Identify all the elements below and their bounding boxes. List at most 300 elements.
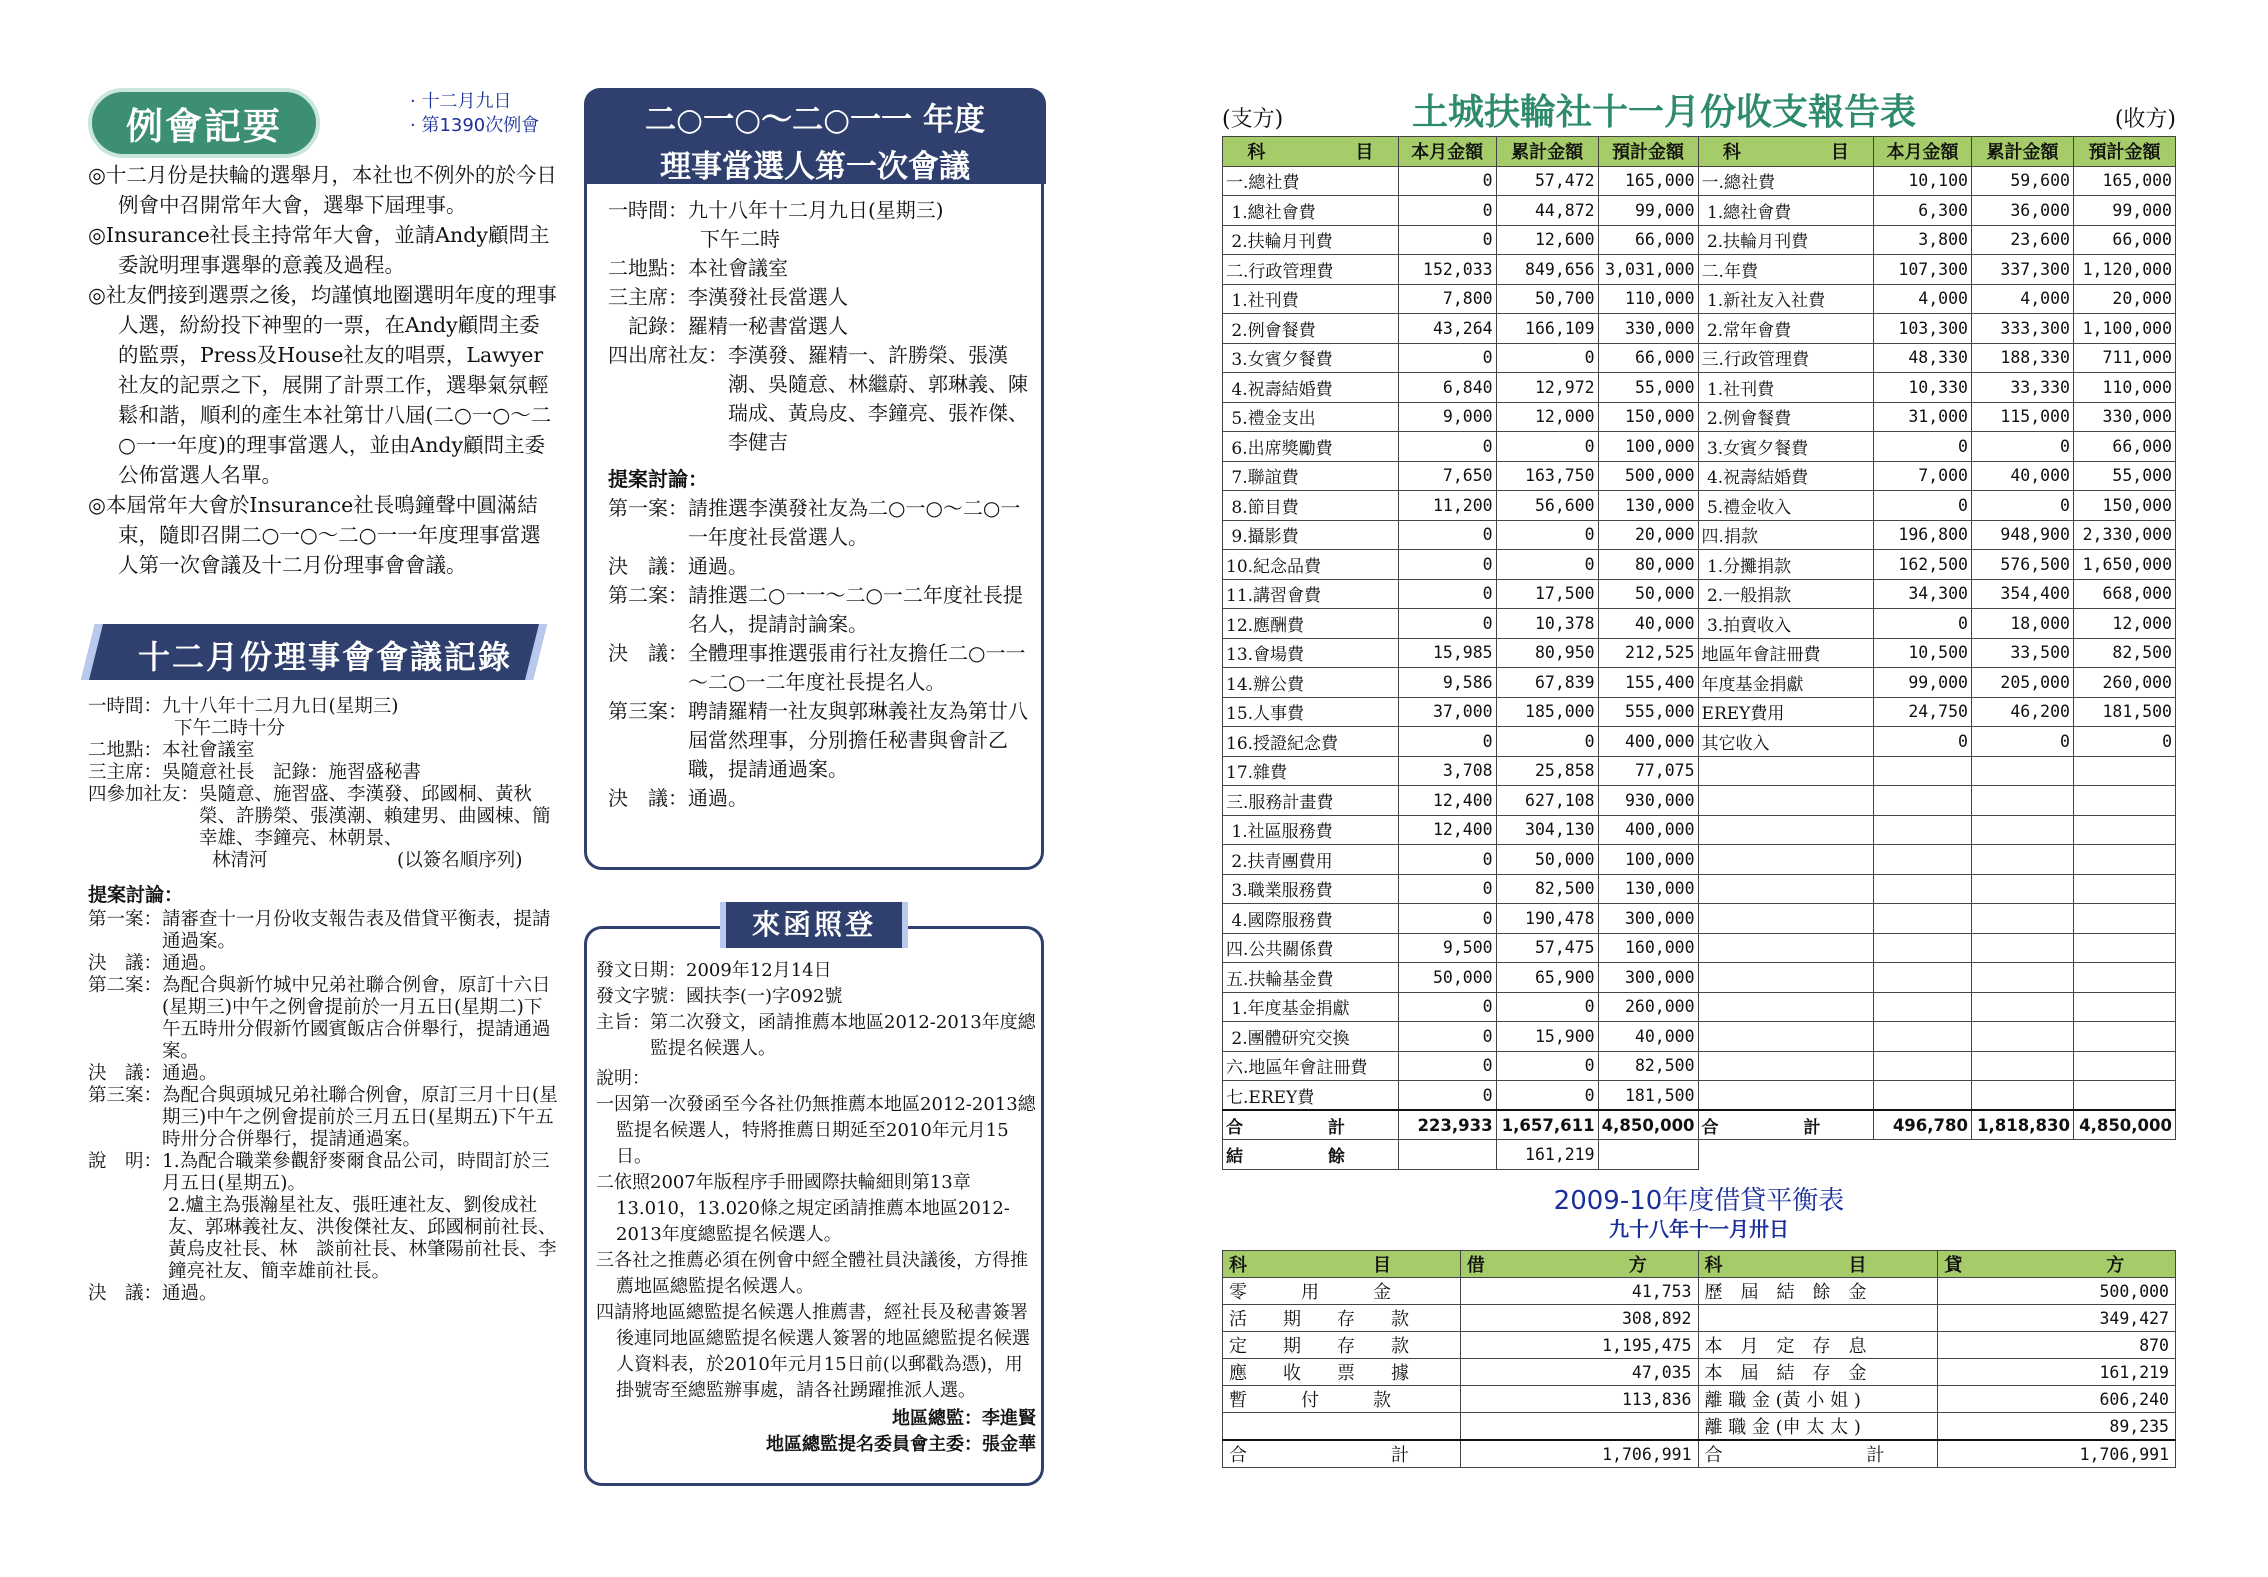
table-cell: 196,800 — [1874, 520, 1972, 550]
note-paragraph: ◎十二月份是扶輪的選舉月，本社也不例外的於今日例會中召開常年大會，選舉下屆理事。 — [88, 163, 557, 217]
table-cell: 166,109 — [1496, 314, 1598, 344]
table-cell: 103,300 — [1874, 314, 1972, 344]
table-cell: 330,000 — [1598, 314, 1698, 344]
table-cell: 304,130 — [1496, 815, 1598, 845]
row-value: 吳隨意、施習盛、李漢發、邱國桐、黃秋榮、許勝榮、張漢潮、賴建男、曲國棟、簡幸雄、李鐘亮、林朝景、 — [199, 784, 551, 849]
table-cell: 本 月 定 存 息 — [1698, 1332, 1938, 1359]
table-cell: 15.人事費 — [1223, 697, 1399, 727]
row-label: 決 議： — [88, 1063, 163, 1084]
table-row — [1223, 225, 2176, 255]
table-cell — [1698, 933, 1874, 963]
table-cell: 0 — [1496, 727, 1598, 757]
table-cell: 0 — [1496, 432, 1598, 462]
table-cell: 1,195,475 — [1460, 1332, 1698, 1359]
table-cell: 205,000 — [1971, 668, 2073, 698]
table-cell — [1698, 815, 1874, 845]
table-cell: 2.例會餐費 — [1223, 314, 1399, 344]
table-header-row — [1223, 1251, 2176, 1278]
report-title: 土城扶輪社十一月份收支報告表 — [1412, 92, 1917, 133]
row-value: 通過。 — [688, 554, 748, 578]
table-cell: 107,300 — [1874, 255, 1972, 285]
table-row — [1223, 697, 2176, 727]
table-cell: 合 計 — [1223, 1110, 1399, 1140]
letter-title: 來函照登 — [720, 902, 908, 948]
table-cell: 暫 付 款 — [1223, 1386, 1461, 1413]
table-row — [1223, 1359, 2176, 1386]
row-value: 九十八年十二月九日(星期三) — [162, 696, 399, 717]
table-cell: 17,500 — [1496, 579, 1598, 609]
table-cell: 10.紀念品費 — [1223, 550, 1399, 580]
table-row — [1223, 1413, 2176, 1441]
table-cell: 1,657,611 — [1496, 1110, 1598, 1140]
row-value: 請推選二○一一～二○一二年度社長提名人，提請討論案。 — [688, 583, 1023, 636]
table-cell: 9,500 — [1398, 933, 1496, 963]
proposal-heading: 提案討論： — [88, 884, 184, 906]
table-cell: 七.EREY費 — [1223, 1081, 1399, 1111]
table-cell: 115,000 — [1971, 402, 2073, 432]
expense-tag: (支方) — [1222, 107, 1284, 132]
table-cell: 0 — [1398, 166, 1496, 196]
row-label: 決 議： — [608, 641, 688, 665]
table-cell: 55,000 — [1598, 373, 1698, 403]
table-cell: 二.年費 — [1698, 255, 1874, 285]
table-cell: 212,525 — [1598, 638, 1698, 668]
table-cell: 離 職 金 (黃 小 姐 ) — [1698, 1386, 1938, 1413]
column-header: 貸 方 — [1938, 1251, 2176, 1278]
table-cell: 6,840 — [1398, 373, 1496, 403]
table-row — [1223, 1278, 2176, 1305]
table-row — [1223, 874, 2176, 904]
table-cell: 1.年度基金捐獻 — [1223, 992, 1399, 1022]
table-cell: 496,780 — [1874, 1110, 1972, 1140]
table-cell — [1874, 904, 1972, 934]
table-row — [1223, 491, 2176, 521]
row-label: 一時間： — [88, 696, 163, 717]
table-cell — [2073, 874, 2175, 904]
report-title-area — [1222, 84, 2176, 136]
table-cell — [1874, 1081, 1972, 1111]
meeting-notes-column — [88, 88, 558, 1305]
row-value: 請審查十一月份收支報告表及借貸平衡表，提請通過案。 — [162, 909, 551, 952]
row-value: 林清河 (以簽名順序列) — [212, 850, 523, 871]
table-cell: 四.公共關係費 — [1223, 933, 1399, 963]
table-cell: 7.聯誼費 — [1223, 461, 1399, 491]
table-cell: 711,000 — [2073, 343, 2175, 373]
table-cell: 10,378 — [1496, 609, 1598, 639]
table-cell: 66,000 — [1598, 225, 1698, 255]
income-expense-table — [1222, 136, 2176, 1170]
table-cell: 47,035 — [1460, 1359, 1698, 1386]
row-label: 決 議： — [88, 1283, 163, 1304]
row-value: 通過。 — [162, 1283, 218, 1304]
balance-title-area — [1222, 1186, 2176, 1242]
row-label: 第一案： — [608, 496, 688, 520]
table-cell — [1874, 756, 1972, 786]
table-cell: 66,000 — [2073, 432, 2175, 462]
table-cell: 五.扶輪基金費 — [1223, 963, 1399, 993]
table-row — [1223, 992, 2176, 1022]
table-cell: 0 — [1496, 520, 1598, 550]
table-row — [1223, 638, 2176, 668]
table-cell: 9.攝影費 — [1223, 520, 1399, 550]
table-cell: 308,892 — [1460, 1305, 1698, 1332]
table-cell: 本 屆 結 存 金 — [1698, 1359, 1938, 1386]
column-header: 預計金額 — [2073, 137, 2175, 167]
total-row — [1223, 1440, 2176, 1468]
table-row — [1223, 520, 2176, 550]
table-cell: 1.社區服務費 — [1223, 815, 1399, 845]
row-value: 聘請羅精一社友與郭琳義社友為第廿八屆當然理事，分別擔任秘書與會計乙職，提請通過案。 — [688, 699, 1028, 781]
table-cell: 0 — [2073, 727, 2175, 757]
row-value: 本社會議室 — [688, 256, 788, 280]
row-value: 全體理事推選張甫行社友擔任二○一一～二○一二年度社長提名人。 — [688, 641, 1026, 694]
table-cell: 349,427 — [1938, 1305, 2176, 1332]
table-cell: 0 — [1971, 727, 2073, 757]
table-cell: 4.國際服務費 — [1223, 904, 1399, 934]
row-label: 記錄： — [608, 314, 688, 338]
table-cell: 活 期 存 款 — [1223, 1305, 1461, 1332]
table-cell: 260,000 — [2073, 668, 2175, 698]
table-cell: 9,586 — [1398, 668, 1496, 698]
table-cell: 三.服務計畫費 — [1223, 786, 1399, 816]
signature-committee: 地區總監提名委員會主委：張金華 — [766, 1434, 1036, 1455]
row-label: 三主席： — [88, 762, 163, 783]
table-cell: 11,200 — [1398, 491, 1496, 521]
table-cell: 333,300 — [1971, 314, 2073, 344]
table-cell: 165,000 — [2073, 166, 2175, 196]
table-row — [1223, 166, 2176, 196]
table-cell: 181,500 — [1598, 1081, 1698, 1111]
table-cell — [1698, 963, 1874, 993]
table-row — [1223, 579, 2176, 609]
balance-title: 2009-10年度借貸平衡表 — [1553, 1186, 1845, 1216]
table-cell: 67,839 — [1496, 668, 1598, 698]
row-label: 第三案： — [88, 1085, 163, 1106]
table-cell: 80,950 — [1496, 638, 1598, 668]
table-cell — [1398, 1140, 1496, 1170]
table-cell — [2073, 992, 2175, 1022]
table-cell: 13.會場費 — [1223, 638, 1399, 668]
table-cell: 12,400 — [1398, 786, 1496, 816]
table-cell — [1874, 845, 1972, 875]
table-cell: 100,000 — [1598, 432, 1698, 462]
table-cell: 10,100 — [1874, 166, 1972, 196]
table-cell: 260,000 — [1598, 992, 1698, 1022]
table-cell: 161,219 — [1938, 1359, 2176, 1386]
table-cell: 5.禮金收入 — [1698, 491, 1874, 521]
table-cell: 3.職業服務費 — [1223, 874, 1399, 904]
note-paragraph: ◎Insurance社長主持常年大會，並請Andy顧問主委說明理事選舉的意義及過程。 — [88, 223, 550, 277]
table-cell: 6.出席獎勵費 — [1223, 432, 1399, 462]
table-cell: 0 — [1398, 343, 1496, 373]
table-cell: 110,000 — [1598, 284, 1698, 314]
table-cell: 44,872 — [1496, 196, 1598, 226]
table-cell: 3.女賓夕餐費 — [1223, 343, 1399, 373]
table-cell: 合 計 — [1698, 1440, 1938, 1468]
row-value: 本社會議室 — [162, 740, 255, 761]
meeting-number: · 第1390次例會 — [410, 115, 540, 136]
table-cell: 66,000 — [2073, 225, 2175, 255]
table-cell — [1874, 786, 1972, 816]
table-cell: 50,000 — [1496, 845, 1598, 875]
table-cell: 24,750 — [1874, 697, 1972, 727]
table-cell: 20,000 — [1598, 520, 1698, 550]
column-header: 累計金額 — [1971, 137, 2073, 167]
table-cell: 12,600 — [1496, 225, 1598, 255]
table-cell — [1698, 845, 1874, 875]
table-cell: 地區年會註冊費 — [1698, 638, 1874, 668]
table-cell: 11.講習會費 — [1223, 579, 1399, 609]
note-paragraph: ◎社友們接到選票之後，均謹慎地圈選明年度的理事人選，紛紛投下神聖的一票，在Andy顧問主委的監票，Press及House社友的唱票，Lawyer社友的記票之下，展開了計票工作，選舉氣氛輕鬆和諧，順利的產生本社第廿八屆(二○一○～二○一一年度)的理事當選人，並由Andy顧問主委公佈當選人名單。 — [88, 283, 557, 487]
table-cell: 948,900 — [1971, 520, 2073, 550]
table-cell: 300,000 — [1598, 904, 1698, 934]
table-cell — [2073, 756, 2175, 786]
table-cell: 17.雜費 — [1223, 756, 1399, 786]
table-cell: 113,836 — [1460, 1386, 1698, 1413]
table-row — [1223, 756, 2176, 786]
row-value: 九十八年十二月九日(星期三) — [688, 198, 944, 222]
row-label: 三主席： — [608, 285, 688, 309]
table-cell: 33,330 — [1971, 373, 2073, 403]
table-cell: 337,300 — [1971, 255, 2073, 285]
explain-label: 說明： — [596, 1068, 650, 1089]
table-cell: 四.捐款 — [1698, 520, 1874, 550]
row-value: 下午二時 — [700, 227, 780, 251]
letter-body — [596, 958, 1036, 1458]
table-cell: 0 — [1398, 904, 1496, 934]
table-row — [1223, 343, 2176, 373]
balance-sheet-table — [1222, 1250, 2176, 1468]
table-cell — [1874, 992, 1972, 1022]
total-row — [1223, 1110, 2176, 1140]
column-header: 預計金額 — [1598, 137, 1698, 167]
balance-date: 九十八年十一月卅日 — [1609, 1217, 1789, 1241]
table-cell: 合 計 — [1223, 1440, 1461, 1468]
row-value: 下午二時十分 — [174, 718, 286, 739]
row-label: 決 議： — [608, 786, 688, 810]
table-cell: 56,600 — [1496, 491, 1598, 521]
table-cell: 4.祝壽結婚費 — [1223, 373, 1399, 403]
row-value: 2009年12月14日 — [686, 960, 832, 981]
table-cell: 0 — [1398, 609, 1496, 639]
row-value: 李漢發社長當選人 — [688, 285, 848, 309]
table-cell: 50,700 — [1496, 284, 1598, 314]
table-cell: 9,000 — [1398, 402, 1496, 432]
table-cell: 82,500 — [1598, 1051, 1698, 1081]
table-cell: 一.總社費 — [1223, 166, 1399, 196]
row-label: 第二案： — [608, 583, 688, 607]
table-row — [1223, 815, 2176, 845]
table-cell — [1698, 1081, 1874, 1111]
row-value: 通過。 — [162, 1063, 218, 1084]
row-label: 決 議： — [88, 953, 163, 974]
table-row — [1223, 668, 2176, 698]
row-label: 二地點： — [608, 256, 688, 280]
column-header: 本月金額 — [1874, 137, 1972, 167]
table-cell: 14.辦公費 — [1223, 668, 1399, 698]
table-cell: 0 — [1398, 845, 1496, 875]
table-cell: 162,500 — [1874, 550, 1972, 580]
table-cell: 6,300 — [1874, 196, 1972, 226]
table-row — [1223, 550, 2176, 580]
row-label: 一時間： — [608, 198, 688, 222]
note-paragraph: ◎本屆常年大會於Insurance社長鳴鐘聲中圓滿結束，隨即召開二○一○～二○一一年度理事當選人第一次會議及十二月份理事會會議。 — [88, 493, 541, 577]
table-cell: 一.總社費 — [1698, 166, 1874, 196]
table-cell — [1874, 815, 1972, 845]
table-cell: 0 — [1496, 1081, 1598, 1111]
row-label: 二地點： — [88, 740, 163, 761]
table-row — [1223, 933, 2176, 963]
table-cell — [1698, 992, 1874, 1022]
table-cell: 40,000 — [1598, 609, 1698, 639]
table-cell: 130,000 — [1598, 874, 1698, 904]
table-row — [1223, 1022, 2176, 1052]
table-cell: 2.團體研究交換 — [1223, 1022, 1399, 1052]
explain-item: 一因第一次發函至今各社仍無推薦本地區2012-2013總監提名候選人，特將推薦日期延至2010年元月15日。 — [596, 1094, 1036, 1167]
table-cell: 0 — [1496, 992, 1598, 1022]
column-header: 科 目 — [1223, 1251, 1461, 1278]
row-value: 為配合與頭城兄弟社聯合例會，原訂三月十日(星期三)中午之例會提前於三月五日(星期五)下午五時卅分合併舉行，提請通過案。 — [162, 1085, 558, 1150]
table-cell — [1698, 756, 1874, 786]
table-cell: 181,500 — [2073, 697, 2175, 727]
table-cell: 1.社刊費 — [1698, 373, 1874, 403]
table-cell: 結 餘 — [1223, 1140, 1399, 1170]
table-cell: 57,475 — [1496, 933, 1598, 963]
table-cell: 2.扶青團費用 — [1223, 845, 1399, 875]
table-cell: 2,330,000 — [2073, 520, 2175, 550]
table-cell: 43,264 — [1398, 314, 1496, 344]
table-cell: 二.行政管理費 — [1223, 255, 1399, 285]
table-row — [1223, 609, 2176, 639]
row-label: 說 明： — [88, 1151, 163, 1172]
table-cell: 1.新社友入社費 — [1698, 284, 1874, 314]
meeting-notes-title: 例會記要 — [88, 88, 320, 158]
table-cell — [1971, 933, 2073, 963]
table-cell — [2073, 904, 2175, 934]
table-cell: 41,753 — [1460, 1278, 1698, 1305]
table-cell: 0 — [1496, 550, 1598, 580]
signature-governor: 地區總監：李進賢 — [892, 1408, 1036, 1429]
table-cell: 99,000 — [1874, 668, 1972, 698]
table-cell: 1.總社會費 — [1698, 196, 1874, 226]
table-cell — [2073, 845, 2175, 875]
table-cell: EREY費用 — [1698, 697, 1874, 727]
table-cell: 1,650,000 — [2073, 550, 2175, 580]
table-cell: 155,400 — [1598, 668, 1698, 698]
table-cell: 500,000 — [1938, 1278, 2176, 1305]
explain-item: 二依照2007年版程序手冊國際扶輪細則第13章13.010，13.020條之規定函請推薦本地區2012-2013年度總監提名候選人。 — [596, 1172, 1010, 1245]
row-value: 請推選李漢發社友為二○一○～二○一一年度社長當選人。 — [688, 496, 1021, 549]
table-cell: 31,000 — [1874, 402, 1972, 432]
table-cell: 定 期 存 款 — [1223, 1332, 1461, 1359]
table-cell: 0 — [1971, 491, 2073, 521]
table-cell: 7,000 — [1874, 461, 1972, 491]
table-cell: 606,240 — [1938, 1386, 2176, 1413]
table-cell: 100,000 — [1598, 845, 1698, 875]
table-cell — [2073, 1081, 2175, 1111]
table-cell: 1.分攤捐款 — [1698, 550, 1874, 580]
table-cell: 2.常年會費 — [1698, 314, 1874, 344]
column-header: 累計金額 — [1496, 137, 1598, 167]
table-cell: 1,818,830 — [1971, 1110, 2073, 1140]
row-label: 發文字號： — [596, 986, 686, 1007]
table-cell: 161,219 — [1496, 1140, 1598, 1170]
column-header: 科 目 — [1698, 1251, 1938, 1278]
table-cell: 40,000 — [1598, 1022, 1698, 1052]
table-cell: 500,000 — [1598, 461, 1698, 491]
table-cell: 0 — [1398, 550, 1496, 580]
table-header-row — [1223, 137, 2176, 167]
table-cell — [1698, 874, 1874, 904]
table-cell: 4,850,000 — [2073, 1110, 2175, 1140]
table-cell: 34,300 — [1874, 579, 1972, 609]
table-cell — [1698, 1022, 1874, 1052]
table-cell: 3,800 — [1874, 225, 1972, 255]
table-row — [1223, 1051, 2176, 1081]
first-meeting-header — [584, 88, 1046, 184]
first-meeting-title: 理事當選人第一次會議 — [660, 149, 970, 185]
board-minutes-body — [88, 696, 558, 1305]
table-cell: 3,031,000 — [1598, 255, 1698, 285]
table-row — [1223, 845, 2176, 875]
table-cell — [1698, 1051, 1874, 1081]
table-cell: 57,472 — [1496, 166, 1598, 196]
table-cell: 80,000 — [1598, 550, 1698, 580]
table-cell: 10,500 — [1874, 638, 1972, 668]
table-cell: 0 — [1971, 432, 2073, 462]
table-cell: 0 — [1398, 992, 1496, 1022]
table-cell: 2.扶輪月刊費 — [1223, 225, 1399, 255]
board-minutes-banner — [88, 624, 558, 680]
table-cell — [1971, 756, 2073, 786]
table-cell: 0 — [1398, 579, 1496, 609]
table-cell: 年度基金捐獻 — [1698, 668, 1874, 698]
row-value: 李漢發、羅精一、許勝榮、張漢潮、吳隨意、林繼蔚、郭琳義、陳瑞成、黃烏皮、李鐘亮、張祚傑、李健吉 — [728, 343, 1028, 454]
table-cell: 2.例會餐費 — [1698, 402, 1874, 432]
table-cell — [2073, 933, 2175, 963]
row-value: 通過。 — [688, 786, 748, 810]
table-cell: 20,000 — [2073, 284, 2175, 314]
table-cell: 3,708 — [1398, 756, 1496, 786]
table-cell: 7,650 — [1398, 461, 1496, 491]
column-header: 本月金額 — [1398, 137, 1496, 167]
table-cell: 223,933 — [1398, 1110, 1496, 1140]
table-row — [1223, 1081, 2176, 1111]
table-cell: 0 — [1874, 432, 1972, 462]
table-cell: 1,706,991 — [1460, 1440, 1698, 1468]
row-value: 吳隨意社長 記錄：施習盛秘書 — [162, 762, 422, 783]
table-row — [1223, 727, 2176, 757]
table-row — [1223, 402, 2176, 432]
table-cell: 12,000 — [1496, 402, 1598, 432]
table-cell: 82,500 — [2073, 638, 2175, 668]
table-cell — [2073, 1022, 2175, 1052]
table-cell: 130,000 — [1598, 491, 1698, 521]
table-cell: 576,500 — [1971, 550, 2073, 580]
first-meeting-year: 二○一○～二○一一 年度 — [645, 102, 985, 138]
table-cell: 160,000 — [1598, 933, 1698, 963]
table-cell — [1971, 1022, 2073, 1052]
table-cell: 99,000 — [1598, 196, 1698, 226]
row-label: 發文日期： — [596, 960, 686, 981]
table-cell — [1971, 963, 2073, 993]
table-cell: 23,600 — [1971, 225, 2073, 255]
table-row — [1223, 963, 2176, 993]
table-cell: 930,000 — [1598, 786, 1698, 816]
table-cell: 三.行政管理費 — [1698, 343, 1874, 373]
table-cell: 0 — [1874, 609, 1972, 639]
table-cell: 歷 屆 結 餘 金 — [1698, 1278, 1938, 1305]
